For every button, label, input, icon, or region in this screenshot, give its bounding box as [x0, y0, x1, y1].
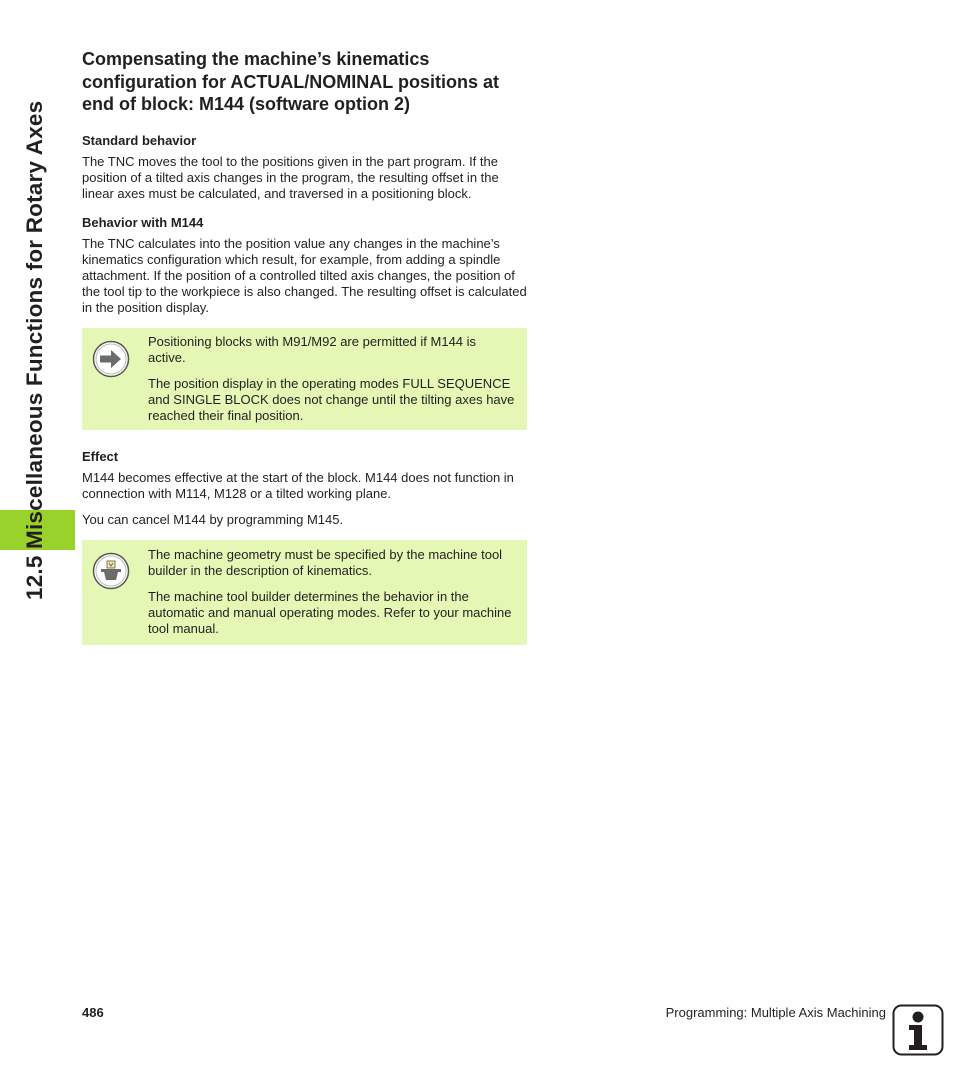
- arrow-right-icon: [92, 340, 130, 378]
- page-number: 486: [82, 1005, 104, 1020]
- info-note-box: [82, 328, 527, 430]
- m144-behavior-text: The TNC calculates into the position value any changes in the machine’s kinematics configuration which result, for example, from adding a spindle attachment. If the position of a controlled tilted axis changes, the position of the tool tip to the workpiece is also changed. The resulting offset is calculated in the position display.: [82, 235, 527, 315]
- machine-note-text-2: The machine tool builder determines the behavior in the automatic and manual operating modes. Refer to your machine tool manual.: [148, 588, 512, 636]
- effect-text-2: You can cancel M144 by programming M145.: [82, 511, 344, 527]
- note-text-1: Positioning blocks with M91/M92 are permitted if M144 is active.: [148, 333, 477, 365]
- machine-note-box: [82, 540, 527, 645]
- effect-heading: Effect: [82, 448, 119, 464]
- chapter-side-title: 12.5 Miscellaneous Functions for Rotary Axes: [22, 100, 47, 600]
- machine-icon: [92, 552, 130, 590]
- standard-behavior-heading: Standard behavior: [82, 132, 197, 148]
- footer-chapter-title: Programming: Multiple Axis Machining: [665, 1005, 886, 1020]
- effect-text-1: M144 becomes effective at the start of the block. M144 does not function in connection with M114, M128 or a tilted working plane.: [82, 469, 514, 501]
- machine-note-text-1: The machine geometry must be specified by the machine tool builder in the description of kinematics.: [148, 546, 503, 578]
- standard-behavior-text: The TNC moves the tool to the positions given in the part program. If the position of a tilted axis changes in the program, the resulting offset in the linear axes must be calculated, and traversed in a positioning block.: [82, 153, 499, 201]
- m144-behavior-heading: Behavior with M144: [82, 214, 204, 230]
- note-text-2: The position display in the operating modes FULL SEQUENCE and SINGLE BLOCK does not change until the tilting axes have reached their final position.: [148, 375, 515, 423]
- main-content: [82, 48, 527, 645]
- page-heading: Compensating the machine’s kinematics configuration for ACTUAL/NOMINAL positions at end of block: M144 (software option 2): [82, 49, 499, 114]
- info-icon[interactable]: [892, 1004, 944, 1056]
